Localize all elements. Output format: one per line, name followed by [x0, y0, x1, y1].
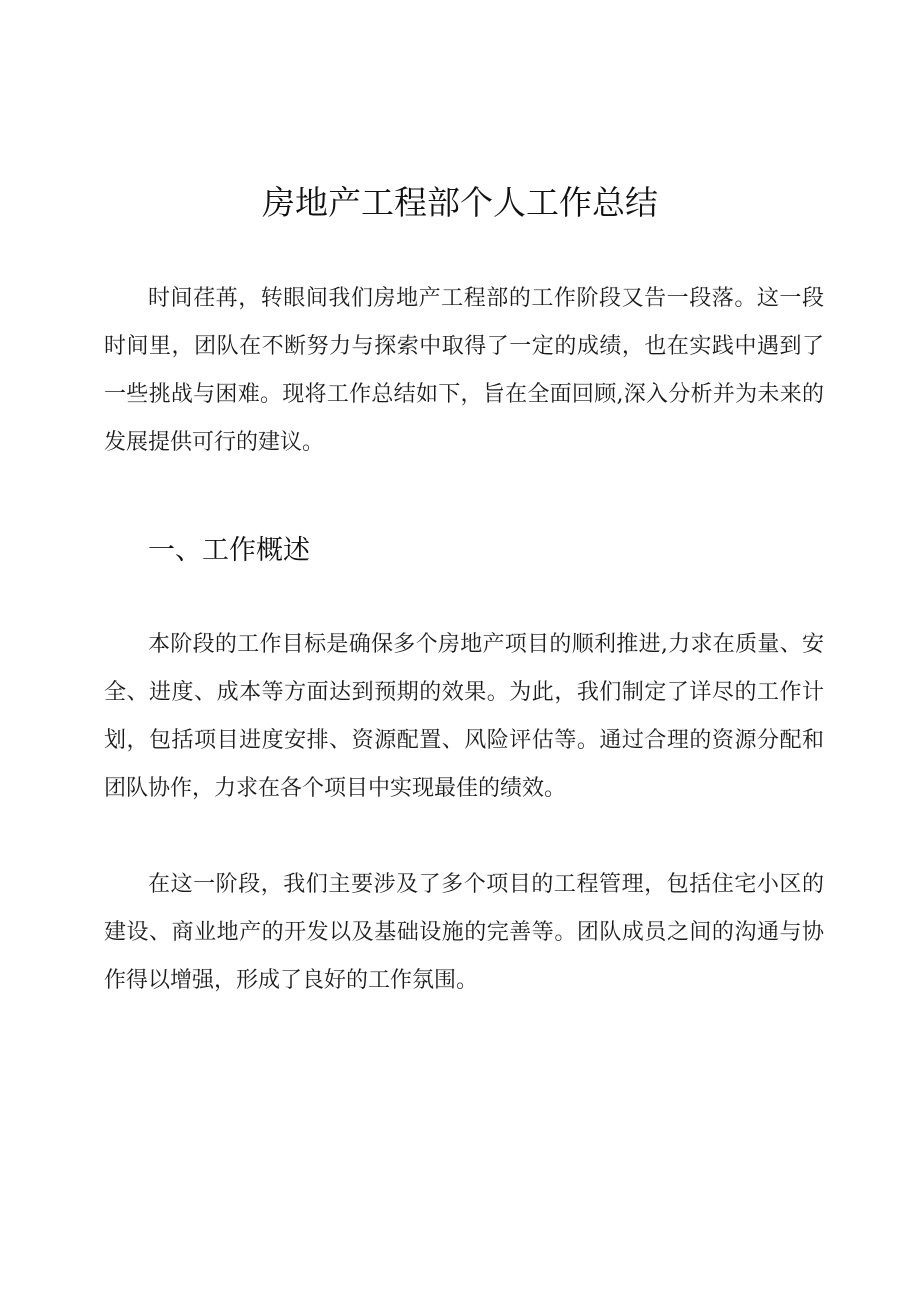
work-scope-paragraph: 在这一阶段，我们主要涉及了多个项目的工程管理，包括住宅小区的建设、商业地产的开发以及基础设施的完善等。团队成员之间的沟通与协作得以增强，形成了良好的工作氛围。	[104, 872, 824, 993]
document-title: 房地产工程部个人工作总结	[262, 183, 658, 222]
work-goal-paragraph: 本阶段的工作目标是确保多个房地产项目的顺利推进,力求在质量、安全、进度、成本等方面达到预期的效果。为此，我们制定了详尽的工作计划，包括项目进度安排、资源配置、风险评估等。通过合理的资源分配和团队协作，力求在各个项目中实现最佳的绩效。	[104, 632, 824, 801]
section-heading-work-overview: 一、工作概述	[148, 535, 310, 566]
intro-paragraph: 时间荏苒，转眼间我们房地产工程部的工作阶段又告一段落。这一段时间里，团队在不断努力与探索中取得了一定的成绩，也在实践中遇到了一些挑战与困难。现将工作总结如下，旨在全面回顾,深入分析并为未来的发展提供可行的建议。	[104, 286, 824, 455]
